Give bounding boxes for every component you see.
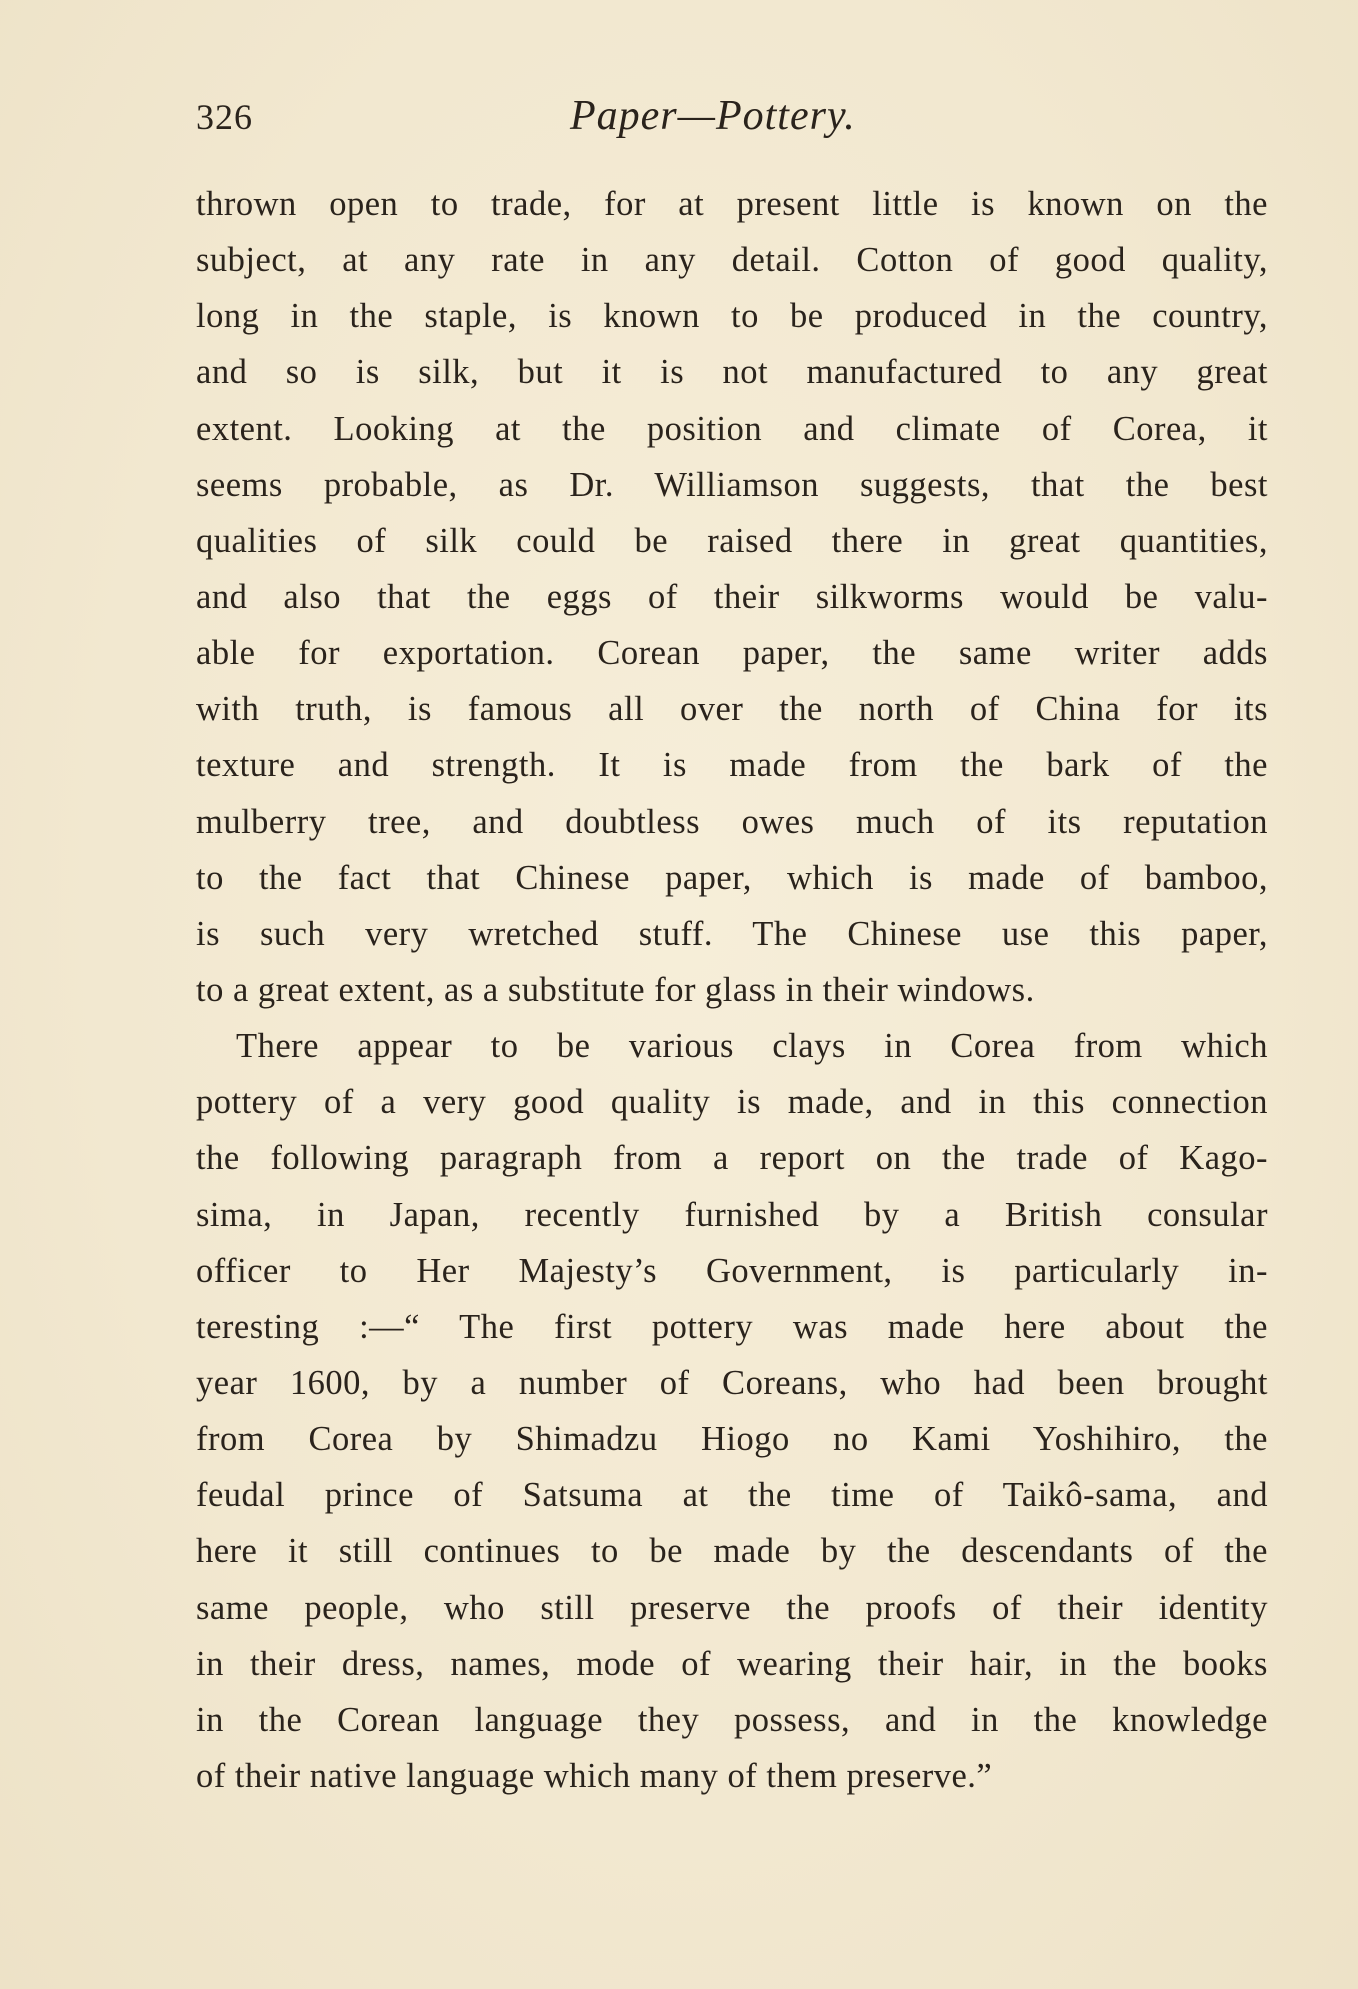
- text-line: There appear to be various clays in Corea from which: [236, 1027, 1268, 1066]
- text-line: in the Corean language they possess, and in the knowledge: [196, 1700, 1268, 1739]
- text-line: year 1600, by a number of Coreans, who had been brought: [196, 1363, 1268, 1402]
- text-line: feudal prince of Satsuma at the time of Taikô-sama, and: [196, 1476, 1268, 1515]
- text-line: in their dress, names, mode of wearing their hair, in the books: [196, 1644, 1268, 1683]
- text-line: and so is silk, but it is not manufactured to any great: [196, 353, 1268, 392]
- page-number: 326: [196, 97, 253, 137]
- body-text: [196, 176, 1268, 1804]
- text-line: thrown open to trade, for at present little is known on the: [196, 185, 1268, 223]
- running-title: Paper—Pottery.: [570, 93, 856, 139]
- text-line: sima, in Japan, recently furnished by a British consular: [196, 1195, 1268, 1234]
- text-line: the following paragraph from a report on the trade of Kago-: [196, 1139, 1268, 1178]
- text-line: pottery of a very good quality is made, and in this connection: [196, 1083, 1268, 1122]
- text-line: with truth, is famous all over the north of China for its: [196, 690, 1268, 729]
- text-line: seems probable, as Dr. Williamson suggests, that the best: [196, 465, 1268, 504]
- text-line: extent. Looking at the position and climate of Corea, it: [196, 409, 1268, 448]
- text-line: qualities of silk could be raised there in great quantities,: [196, 521, 1268, 560]
- text-line: texture and strength. It is made from the bark of the: [196, 746, 1268, 785]
- text-line: to the fact that Chinese paper, which is made of bamboo,: [196, 858, 1268, 897]
- text-line: officer to Her Majesty’s Government, is particularly in-: [196, 1251, 1268, 1290]
- text-line: same people, who still preserve the proofs of their identity: [196, 1588, 1268, 1627]
- text-line: from Corea by Shimadzu Hiogo no Kami Yoshihiro, the: [196, 1420, 1268, 1459]
- page-header: [196, 92, 1276, 152]
- text-line: able for exportation. Corean paper, the same writer adds: [196, 634, 1268, 673]
- text-line: long in the staple, is known to be produced in the country,: [196, 297, 1268, 336]
- text-line: subject, at any rate in any detail. Cotton of good quality,: [196, 241, 1268, 280]
- text-line: to a great extent, as a substitute for glass in their windows.: [196, 970, 1035, 1009]
- text-line: here it still continues to be made by the descendants of the: [196, 1532, 1268, 1571]
- text-line: teresting :—“ The first pottery was made here about the: [196, 1307, 1268, 1346]
- text-line: is such very wretched stuff. The Chinese use this paper,: [196, 914, 1268, 953]
- text-line: mulberry tree, and doubtless owes much of its reputation: [196, 802, 1268, 841]
- text-line: and also that the eggs of their silkworms would be valu-: [196, 577, 1268, 616]
- text-line: of their native language which many of them preserve.”: [196, 1756, 993, 1795]
